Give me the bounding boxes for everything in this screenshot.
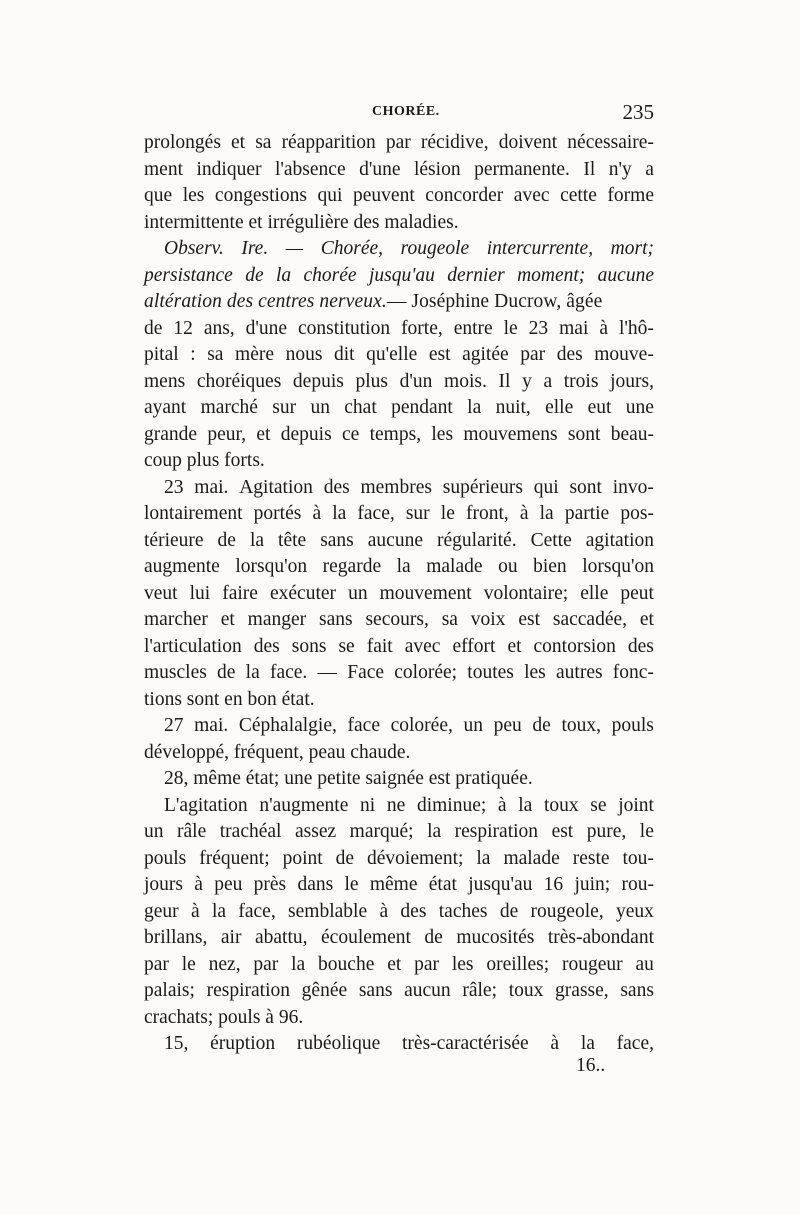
running-title: CHORÉE. (372, 104, 440, 119)
text-line: lontairement portés à la face, sur le front, à la partie pos- (144, 503, 654, 524)
text-line: l'articulation des sons se fait avec effort et contorsion des (144, 635, 654, 657)
text-line: de 12 ans, d'une constitution forte, entre le 23 mai à l'hô- (144, 317, 654, 339)
text-line: par le nez, par la bouche et par les oreilles; rougeur au (144, 953, 654, 975)
catchword: 16.. (576, 1055, 606, 1076)
text-line: 23 mai. Agitation des membres supérieurs qui sont invo- (164, 476, 654, 498)
text-line: mens choréiques depuis plus d'un mois. Il y a trois jours, (144, 370, 654, 392)
text-line: Observ. Ire. — Chorée, rougeole intercurrente, mort; (164, 238, 654, 259)
text-line: augmente lorsqu'on regarde la malade ou bien lorsqu'on (144, 556, 654, 577)
text-line: coup plus forts. (144, 450, 265, 471)
body-text (144, 130, 654, 1058)
page-header (144, 100, 654, 130)
text-line: intermittente et irrégulière des maladies. (144, 211, 459, 233)
text-line: térieure de la tête sans aucune régularité. Cette agitation (144, 529, 654, 551)
text-line: muscles de la face. — Face colorée; toutes les autres fonc- (144, 662, 654, 683)
page-number: 235 (622, 100, 654, 124)
text-line: pital : sa mère nous dit qu'elle est agitée par des mouve- (144, 344, 654, 365)
text-line: veut lui faire exécuter un mouvement volontaire; elle peut (144, 582, 654, 604)
text-line: grande peur, et depuis ce temps, les mouvemens sont beau- (144, 423, 654, 445)
text-line: geur à la face, semblable à des taches de rougeole, yeux (144, 900, 654, 922)
text-line: jours à peu près dans le même état jusqu'au 16 juin; rou- (144, 874, 654, 895)
text-line: ayant marché sur un chat pendant la nuit, elle eut une (144, 397, 654, 418)
text-line: 27 mai. Céphalalgie, face colorée, un peu de toux, pouls (164, 715, 654, 736)
text-line: que les congestions qui peuvent concorder avec cette forme (144, 185, 654, 206)
text-line: persistance de la chorée jusqu'au dernier moment; aucune (144, 264, 654, 286)
text-line: marcher et manger sans secours, sa voix est saccadée, et (144, 609, 654, 630)
text-line: développé, fréquent, peau chaude. (144, 741, 411, 763)
text-line: L'agitation n'augmente ni ne diminue; à la toux se joint (164, 794, 654, 816)
text-line: brillans, air abattu, écoulement de mucosités très-abondant (144, 927, 654, 948)
text-line: crachats; pouls à 96. (144, 1006, 304, 1028)
text-line: pouls fréquent; point de dévoiement; la malade reste tou- (144, 847, 654, 869)
text-line: un râle trachéal assez marqué; la respiration est pure, le (144, 821, 654, 842)
text-line: ment indiquer l'absence d'une lésion permanente. Il n'y a (144, 158, 654, 180)
text-line: palais; respiration gênée sans aucun râle; toux grasse, sans (144, 980, 654, 1001)
text-line: 15, éruption rubéolique très-caractérisée à la face, (164, 1033, 654, 1054)
text-line: 28, même état; une petite saignée est pratiquée. (164, 768, 533, 789)
text-line: altération des centres nerveux. — Joséphine Ducrow, âgée (144, 291, 603, 312)
text-line: tions sont en bon état. (144, 688, 315, 710)
text-line: prolongés et sa réapparition par récidive, doivent nécessaire- (144, 132, 654, 153)
